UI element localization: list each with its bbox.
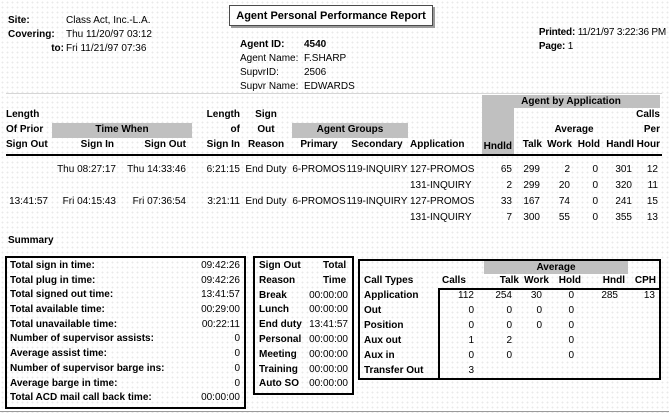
call-type-hold: 0 bbox=[568, 290, 574, 301]
summary-total-row bbox=[10, 347, 240, 362]
call-type-calls: 0 bbox=[468, 305, 474, 316]
print-block bbox=[539, 26, 666, 54]
sign-out-reason-time: 00:00:00 bbox=[309, 289, 348, 301]
table-row bbox=[6, 162, 662, 178]
cell-secondary-group: 119-INQUIRY bbox=[346, 164, 408, 175]
summary-total-label: Average barge in time: bbox=[10, 377, 118, 389]
cell-secondary-group bbox=[346, 210, 408, 226]
call-type-hndl: 285 bbox=[601, 290, 618, 301]
sign-out-reason-row bbox=[259, 363, 348, 378]
summary-total-label: Total ACD mail call back time: bbox=[10, 392, 152, 404]
cell-work: 74 bbox=[558, 196, 570, 207]
cell-hndld: 2 bbox=[506, 180, 512, 191]
supvr-id-label: SupvrID: bbox=[240, 67, 279, 78]
cell-primary-group bbox=[292, 178, 346, 194]
cell-handl: 355 bbox=[615, 212, 632, 223]
summary-total-value: 0 bbox=[234, 362, 240, 374]
cell-sign-in bbox=[52, 178, 122, 194]
cell-length-of-sign-in bbox=[192, 210, 240, 226]
length-header-line1: Length bbox=[206, 109, 240, 120]
summary-total-row bbox=[10, 318, 240, 333]
sign-in-column-header: Sign In bbox=[80, 139, 114, 150]
sign-out-reason-name: End duty bbox=[259, 319, 302, 331]
cph-header-line2: Per bbox=[643, 124, 660, 135]
cell-sign-out-reason: End Duty bbox=[245, 164, 287, 175]
cph-header-line1: Calls bbox=[636, 109, 660, 120]
call-type-row bbox=[360, 363, 659, 378]
call-types-average-band: Average bbox=[484, 261, 628, 274]
prior-header-line2: Of Prior bbox=[6, 124, 44, 135]
sign-out-reason-row bbox=[259, 348, 348, 363]
summary-total-value: 09:42:26 bbox=[201, 260, 240, 271]
call-type-cph bbox=[628, 363, 659, 378]
call-type-name: Aux out bbox=[364, 335, 402, 346]
summary-total-label: Number of supervisor assists: bbox=[10, 333, 154, 345]
cell-calls-per-hour: 11 bbox=[647, 180, 658, 191]
cell-application: 127-PROMOS bbox=[410, 164, 475, 175]
sign-out-reason-time: 00:00:00 bbox=[309, 333, 348, 345]
report-title: Agent Personal Performance Report bbox=[236, 9, 426, 22]
cell-work: 55 bbox=[558, 212, 570, 223]
supvr-name-label: Supvr Name: bbox=[240, 81, 299, 92]
cell-prior-sign-out bbox=[6, 178, 52, 194]
printed-value: 11/21/97 3:22:36 PM bbox=[577, 27, 666, 38]
supvr-id-value: 2506 bbox=[304, 67, 327, 78]
call-type-row bbox=[360, 318, 659, 333]
call-type-hold: 0 bbox=[568, 350, 574, 361]
table-row bbox=[6, 194, 662, 210]
call-type-work: 0 bbox=[536, 320, 542, 331]
cell-hold: 0 bbox=[592, 164, 598, 175]
sign-out-reason-row bbox=[259, 303, 348, 318]
total-time-header-top: Total bbox=[323, 260, 347, 271]
cell-sign-in: Fri 04:15:43 bbox=[62, 196, 116, 207]
covering-block bbox=[8, 14, 152, 56]
call-type-talk bbox=[484, 363, 522, 378]
cell-hold: 0 bbox=[592, 212, 598, 223]
call-type-calls: 0 bbox=[468, 320, 474, 331]
summary-total-label: Total signed out time: bbox=[10, 289, 114, 301]
summary-total-label: Total available time: bbox=[10, 304, 105, 316]
page-bottom-rule bbox=[0, 411, 669, 412]
call-type-talk: 0 bbox=[506, 350, 512, 361]
cell-calls-per-hour: 15 bbox=[646, 196, 658, 207]
call-types-table bbox=[358, 259, 661, 380]
agent-performance-table-body bbox=[6, 162, 662, 226]
cell-hold: 0 bbox=[592, 196, 598, 207]
sign-out-reason-name: Auto SO bbox=[259, 378, 299, 390]
summary-total-value: 0 bbox=[234, 348, 240, 360]
length-header-line3: Sign In bbox=[206, 139, 240, 150]
handl-column-header: Handl bbox=[606, 139, 634, 150]
agent-name-value: F.SHARP bbox=[304, 53, 347, 64]
cell-sign-out bbox=[122, 178, 192, 194]
site-value: Class Act, Inc.-L.A. bbox=[66, 15, 151, 26]
sign-out-reason-row bbox=[259, 377, 348, 392]
sign-out-reason-table bbox=[253, 256, 354, 395]
summary-total-label: Total unavailable time: bbox=[10, 318, 118, 330]
summary-total-label: Total sign in time: bbox=[10, 260, 95, 271]
sign-out-reason-name: Training bbox=[259, 363, 298, 375]
call-type-talk: 254 bbox=[495, 290, 512, 301]
reason-header-bottom: Reason bbox=[259, 274, 296, 286]
agent-block bbox=[240, 38, 355, 94]
summary-total-value: 09:42:26 bbox=[201, 274, 240, 286]
call-type-name: Position bbox=[364, 320, 404, 331]
summary-total-row bbox=[10, 288, 240, 303]
cell-sign-in bbox=[52, 210, 122, 226]
time-when-band: Time When bbox=[52, 123, 192, 138]
avg-hold-header: Hold bbox=[558, 275, 581, 286]
summary-total-value: 00:00:00 bbox=[201, 392, 240, 404]
summary-total-row bbox=[10, 391, 240, 406]
call-type-work bbox=[522, 348, 552, 363]
page-label: Page: bbox=[538, 41, 566, 52]
call-type-row bbox=[360, 348, 659, 363]
cell-primary-group: 6-PROMOS bbox=[292, 164, 346, 175]
cell-calls-per-hour: 12 bbox=[646, 164, 658, 175]
summary-title: Summary bbox=[8, 235, 54, 246]
cell-sign-in: Thu 08:27:17 bbox=[57, 164, 116, 175]
call-type-work bbox=[522, 333, 552, 348]
covering-label: Covering: bbox=[8, 29, 55, 40]
summary-total-row bbox=[10, 332, 240, 347]
sign-out-reason-time: 13:41:57 bbox=[309, 319, 348, 331]
cell-handl: 301 bbox=[615, 164, 632, 175]
call-type-hndl bbox=[584, 363, 628, 378]
covering-to-value: Fri 11/21/97 07:36 bbox=[66, 43, 147, 54]
call-type-hndl bbox=[584, 348, 628, 363]
reason-header-line3: Reason bbox=[247, 139, 285, 150]
summary-total-row bbox=[10, 377, 240, 392]
table-row bbox=[6, 178, 662, 194]
cell-handl: 320 bbox=[615, 180, 632, 191]
summary-total-value: 0 bbox=[234, 333, 240, 345]
summary-total-row bbox=[10, 259, 240, 274]
primary-column-header: Primary bbox=[300, 139, 338, 150]
agent-performance-table-header bbox=[6, 94, 662, 156]
talk-column-header: Talk bbox=[522, 139, 542, 150]
cell-primary-group bbox=[292, 210, 346, 226]
site-label: Site: bbox=[8, 15, 30, 26]
sign-out-reason-row bbox=[259, 289, 348, 304]
sign-out-reason-name: Personal bbox=[259, 333, 302, 345]
cell-length-of-sign-in bbox=[192, 178, 240, 194]
call-type-hndl bbox=[584, 303, 628, 318]
sign-out-reason-time: 00:00:00 bbox=[309, 378, 348, 390]
cell-sign-out bbox=[122, 210, 192, 226]
call-types-table-header bbox=[360, 261, 659, 288]
cell-length-of-sign-in: 6:21:15 bbox=[206, 164, 240, 175]
sign-out-reason-name: Meeting bbox=[259, 348, 297, 360]
cell-calls-per-hour: 13 bbox=[646, 212, 658, 223]
cell-primary-group: 6-PROMOS bbox=[292, 196, 346, 207]
hndl-header: Hndl bbox=[602, 275, 625, 286]
reason-header-top: Sign Out bbox=[259, 260, 301, 271]
cell-hndld: 33 bbox=[500, 196, 512, 207]
cell-sign-out-reason: End Duty bbox=[245, 196, 287, 207]
call-type-talk: 2 bbox=[506, 335, 512, 346]
sign-out-column-header: Sign Out bbox=[144, 139, 186, 150]
agent-performance-table bbox=[6, 93, 662, 226]
call-type-hndl bbox=[584, 333, 628, 348]
cell-talk: 299 bbox=[523, 180, 540, 191]
cph-header: CPH bbox=[634, 275, 656, 286]
table-row bbox=[6, 210, 662, 226]
call-type-cph bbox=[628, 318, 659, 333]
call-type-name: Out bbox=[364, 305, 382, 316]
call-type-name: Transfer Out bbox=[364, 365, 424, 376]
summary-total-label: Average assist time: bbox=[10, 348, 107, 360]
hold-column-header: Hold bbox=[577, 139, 600, 150]
call-type-talk: 0 bbox=[506, 320, 512, 331]
sign-out-reason-name: Lunch bbox=[259, 304, 289, 316]
prior-header-line1: Length bbox=[6, 109, 40, 120]
summary-total-value: 00:29:00 bbox=[201, 304, 240, 316]
agent-id-value: 4540 bbox=[304, 39, 327, 50]
avg-talk-header: Talk bbox=[499, 275, 519, 286]
call-type-calls: 3 bbox=[468, 365, 474, 376]
call-type-work bbox=[522, 363, 552, 378]
sign-out-reason-time: 00:00:00 bbox=[309, 304, 348, 316]
cell-length-of-sign-in: 3:21:11 bbox=[207, 196, 240, 207]
total-time-header-bottom: Time bbox=[323, 274, 347, 286]
cell-talk: 300 bbox=[523, 212, 540, 223]
cell-hndld: 7 bbox=[506, 212, 512, 223]
reason-header-line1: Sign bbox=[255, 109, 277, 120]
call-type-calls: 0 bbox=[468, 350, 474, 361]
call-type-row bbox=[360, 333, 659, 348]
call-type-row bbox=[360, 288, 659, 303]
call-type-calls: 1 bbox=[468, 335, 474, 346]
calls-header: Calls bbox=[442, 275, 466, 286]
call-type-work: 0 bbox=[536, 305, 542, 316]
summary-total-label: Number of supervisor barge ins: bbox=[10, 362, 165, 374]
report-title-box bbox=[229, 5, 433, 26]
call-type-hold: 0 bbox=[568, 305, 574, 316]
cell-work: 20 bbox=[558, 180, 570, 191]
summary-total-value: 00:22:11 bbox=[201, 318, 240, 330]
secondary-column-header: Secondary bbox=[351, 139, 403, 150]
printed-label: Printed: bbox=[538, 27, 576, 38]
call-type-work: 30 bbox=[530, 290, 542, 301]
agent-by-application-band: Agent by Application bbox=[482, 95, 660, 108]
cell-handl: 241 bbox=[615, 196, 632, 207]
summary-totals-table bbox=[5, 256, 246, 409]
call-type-hndl bbox=[584, 318, 628, 333]
covering-from-value: Thu 11/20/97 03:12 bbox=[66, 29, 152, 40]
sign-out-reason-table-header bbox=[259, 259, 348, 289]
hndld-column-header: Hndld bbox=[482, 108, 514, 154]
cell-hndld: 65 bbox=[500, 164, 512, 175]
call-type-row bbox=[360, 303, 659, 318]
cell-prior-sign-out bbox=[6, 162, 52, 178]
sign-out-reason-table-body bbox=[259, 289, 348, 393]
agent-groups-band: Agent Groups bbox=[292, 123, 408, 138]
summary-total-value: 0 bbox=[234, 377, 240, 389]
prior-header-line3: Sign Out bbox=[6, 139, 48, 150]
cell-prior-sign-out: 13:41:57 bbox=[9, 196, 48, 207]
call-type-talk: 0 bbox=[506, 305, 512, 316]
cell-sign-out: Thu 14:33:46 bbox=[127, 164, 186, 175]
cell-prior-sign-out bbox=[6, 210, 52, 226]
supvr-name-value: EDWARDS bbox=[304, 81, 355, 92]
cell-application: 131-INQUIRY bbox=[410, 180, 472, 191]
summary-total-row bbox=[10, 274, 240, 289]
agent-name-label: Agent Name: bbox=[240, 53, 299, 64]
summary-total-label: Total plug in time: bbox=[10, 274, 96, 286]
summary-total-row bbox=[10, 362, 240, 377]
sign-out-reason-row bbox=[259, 333, 348, 348]
call-type-calls: 112 bbox=[458, 290, 474, 301]
cell-sign-out-reason bbox=[240, 210, 292, 226]
work-column-header: Work bbox=[547, 139, 572, 150]
cell-application: 131-INQUIRY bbox=[410, 212, 472, 223]
average-span-header: Average bbox=[554, 124, 594, 135]
call-types-table-body bbox=[360, 288, 659, 378]
page-value: 1 bbox=[567, 41, 574, 52]
cph-header-line3: Hour bbox=[636, 139, 660, 150]
length-header-line2: of bbox=[230, 124, 240, 135]
summary-total-row bbox=[10, 303, 240, 318]
call-type-cph: 13 bbox=[643, 290, 655, 301]
call-type-cph bbox=[628, 348, 659, 363]
call-type-hold: 0 bbox=[568, 335, 574, 346]
cell-secondary-group bbox=[346, 178, 408, 194]
call-type-cph bbox=[628, 333, 659, 348]
sign-out-reason-time: 00:00:00 bbox=[309, 348, 348, 360]
cell-sign-out: Fri 07:36:54 bbox=[132, 196, 186, 207]
call-types-header: Call Types bbox=[364, 275, 414, 286]
call-type-hold: 0 bbox=[568, 320, 574, 331]
call-type-name: Aux in bbox=[364, 350, 395, 361]
cell-work: 2 bbox=[564, 164, 570, 175]
cell-talk: 167 bbox=[523, 196, 540, 207]
covering-to-label: to: bbox=[51, 43, 64, 54]
application-column-header: Application bbox=[410, 139, 465, 150]
cell-hold: 0 bbox=[592, 180, 598, 191]
call-type-name: Application bbox=[364, 290, 419, 301]
call-type-cph bbox=[628, 303, 659, 318]
summary-total-value: 13:41:57 bbox=[201, 289, 240, 301]
call-type-hold bbox=[552, 363, 584, 378]
agent-id-label: Agent ID: bbox=[240, 39, 285, 50]
cell-application: 127-PROMOS bbox=[410, 196, 475, 207]
sign-out-reason-row bbox=[259, 318, 348, 333]
cell-secondary-group: 119-INQUIRY bbox=[346, 196, 408, 207]
sign-out-reason-time: 00:00:00 bbox=[309, 363, 348, 375]
cell-sign-out-reason bbox=[240, 178, 292, 194]
sign-out-reason-name: Break bbox=[259, 289, 287, 301]
cell-talk: 299 bbox=[523, 164, 540, 175]
reason-header-line2: Out bbox=[257, 124, 275, 135]
avg-work-header: Work bbox=[524, 275, 549, 286]
